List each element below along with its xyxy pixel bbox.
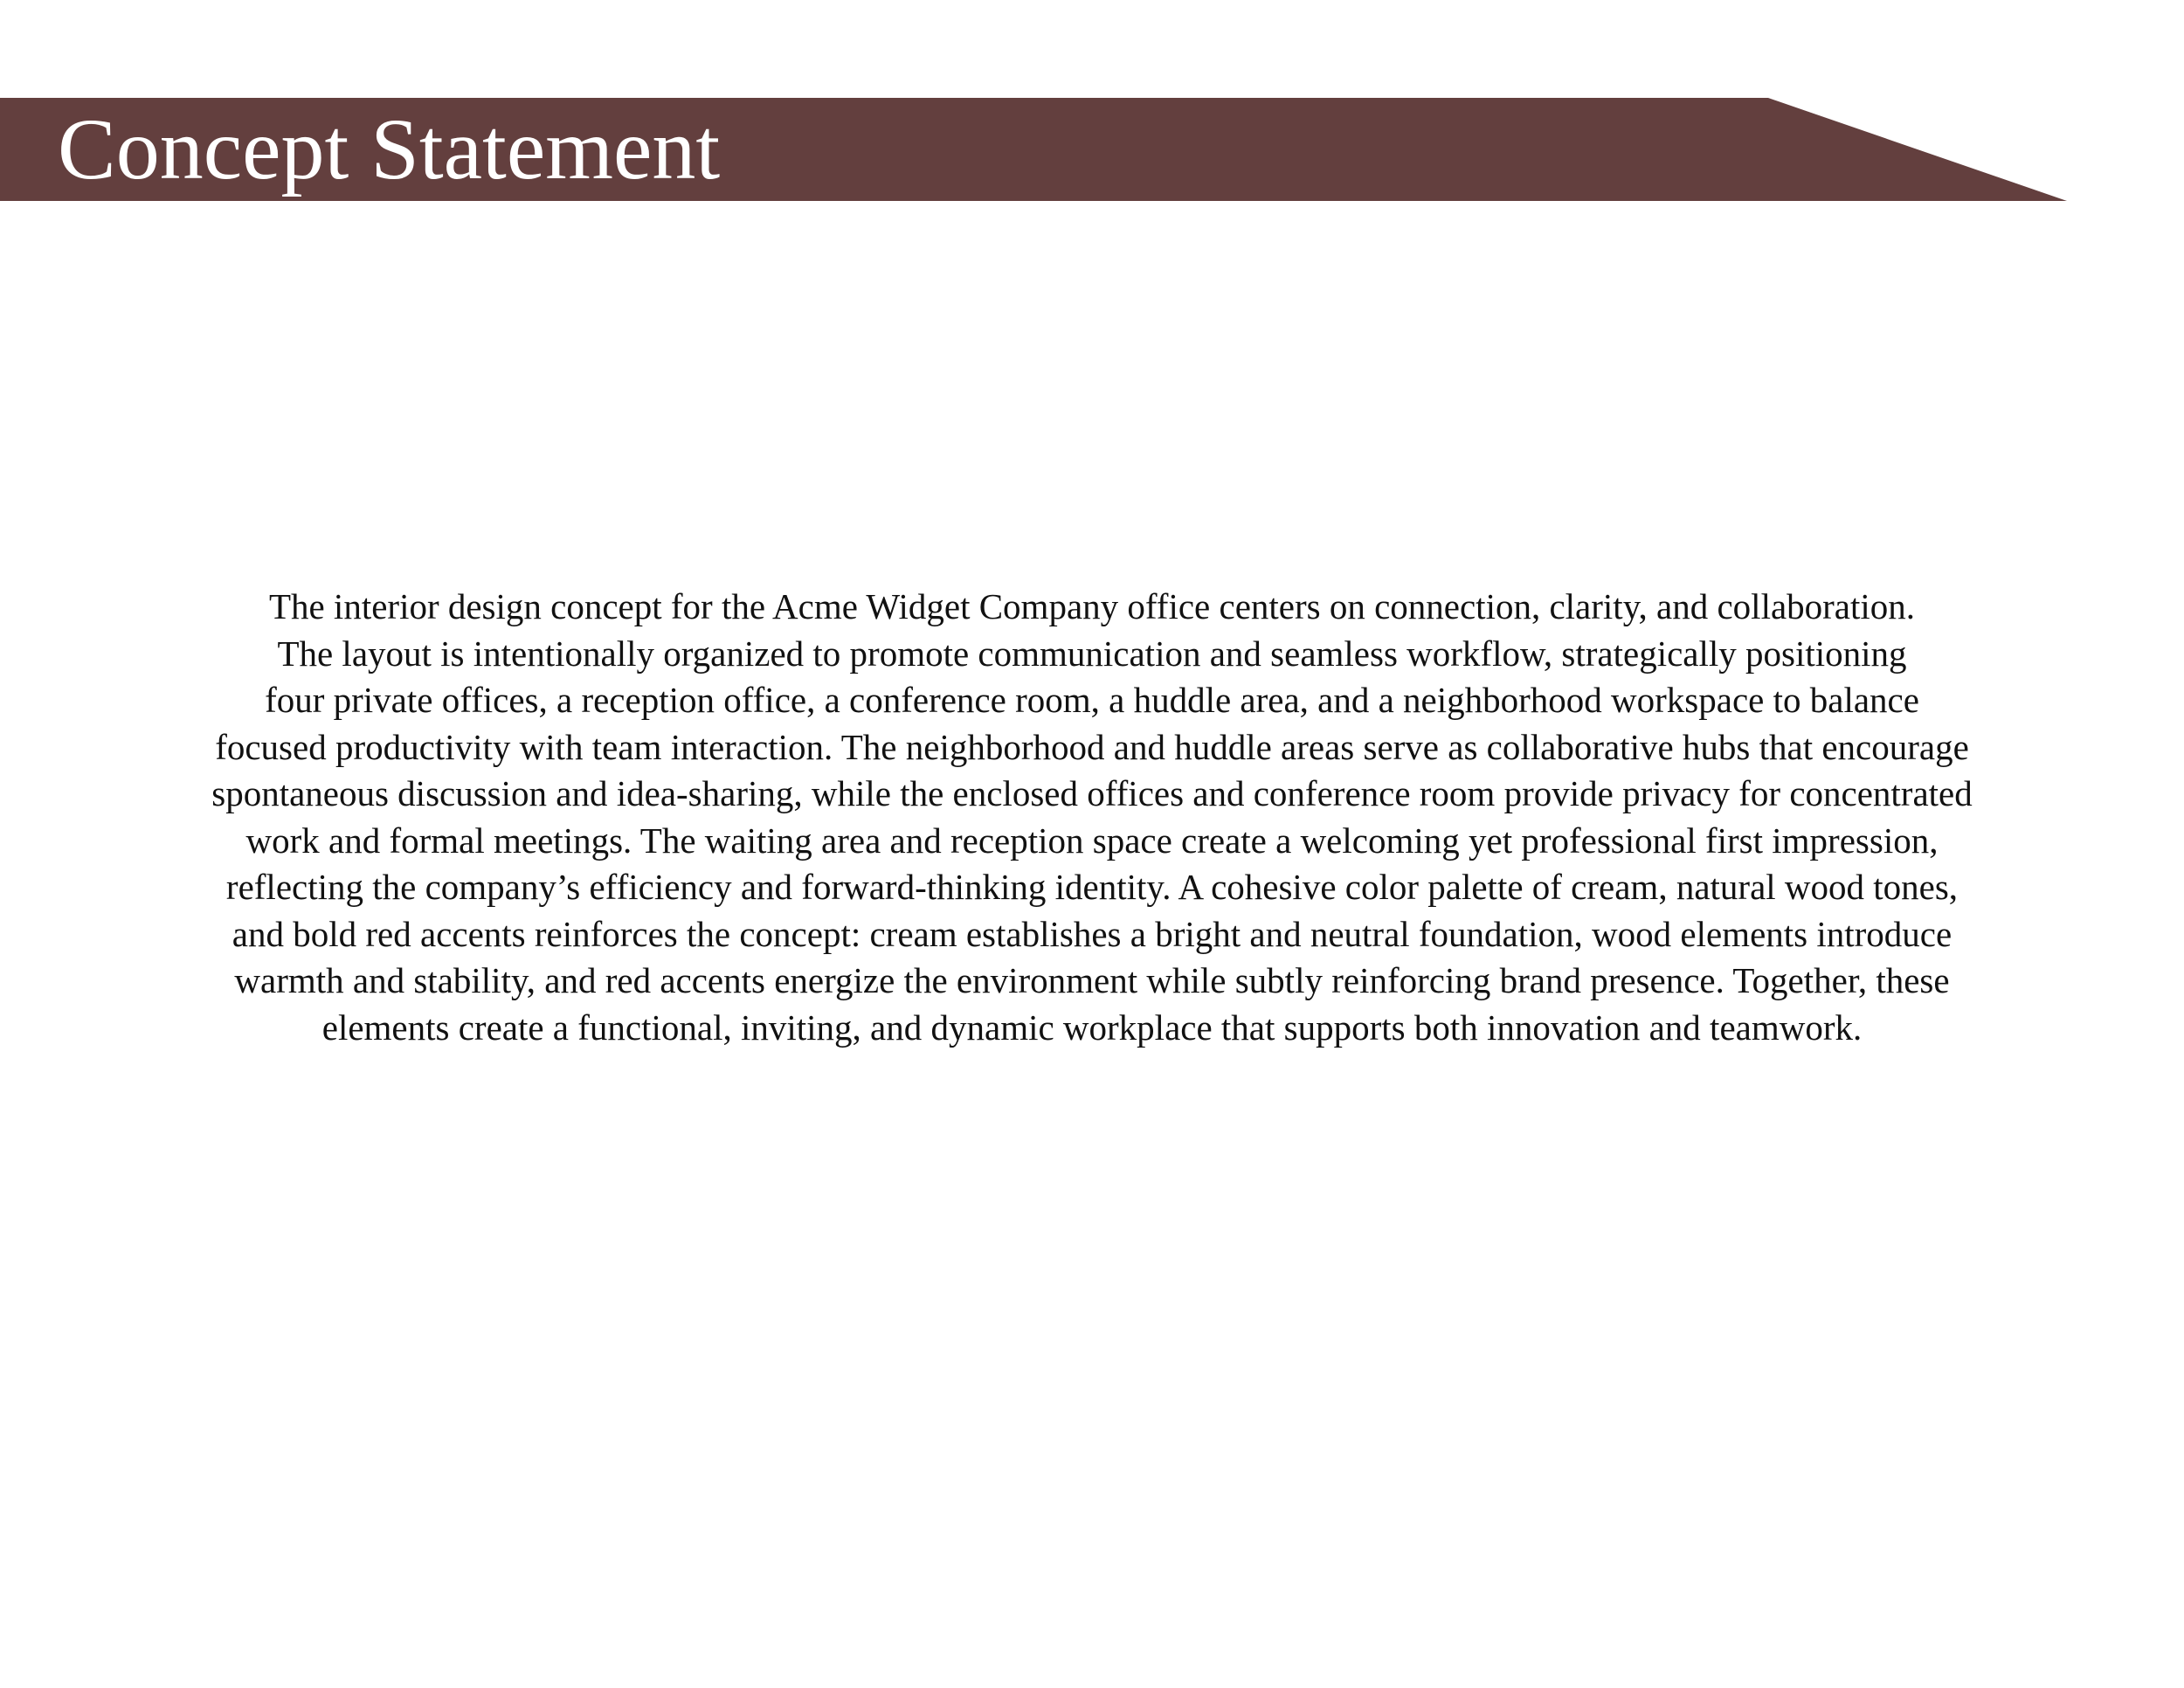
statement-line: work and formal meetings. The waiting area and reception space create a welcoming yet professional first impression, [245, 820, 1939, 861]
header-banner [0, 98, 2067, 201]
statement-line: focused productivity with team interaction. The neighborhood and huddle areas serve as collaborative hubs that encourage [215, 726, 1969, 767]
statement-line: four private offices, a reception office, a conference room, a huddle area, and a neighborhood workspace to balance [265, 680, 1919, 720]
concept-statement [105, 584, 2079, 1051]
statement-line: reflecting the company’s efficiency and forward-thinking identity. A cohesive color palette of cream, natural wood tones, [225, 867, 1959, 907]
page-title: Concept Statement [58, 100, 721, 197]
statement-line: The layout is intentionally organized to promote communication and seamless workflow, strategically positioning [277, 633, 1907, 674]
statement-line: and bold red accents reinforces the concept: cream establishes a bright and neutral foundation, wood elements introduce [232, 913, 1952, 954]
statement-line: spontaneous discussion and idea-sharing, while the enclosed offices and conference room provide privacy for concentrated [211, 773, 1973, 813]
statement-line: The interior design concept for the Acme Widget Company office centers on connection, clarity, and collaboration. [268, 586, 1916, 626]
statement-line: warmth and stability, and red accents energize the environment while subtly reinforcing brand presence. Together, these [234, 960, 1950, 1000]
statement-line: elements create a functional, inviting, and dynamic workplace that supports both innovation and teamwork. [321, 1007, 1863, 1048]
